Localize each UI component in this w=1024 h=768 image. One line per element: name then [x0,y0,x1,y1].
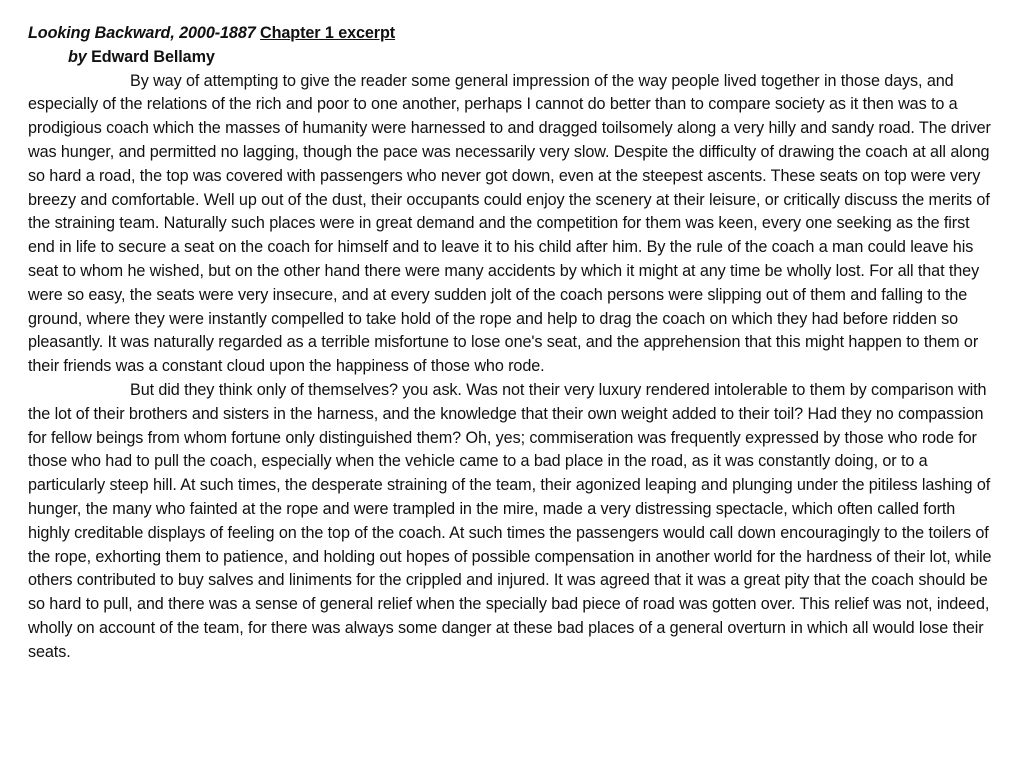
paragraph-1: By way of attempting to give the reader some general impression of the way people lived together in those days, and especially of the relations of the rich and poor to one another, perhaps I cannot do better than to compare society as it then was to a prodigious coach which the masses of humanity were harnessed to and dragged toilsomely along a very hilly and sandy road. The driver was hunger, and permitted no lagging, though the pace was necessarily very slow. Despite the difficulty of drawing the coach at all along so hard a road, the top was covered with passengers who never got down, even at the steepest ascents. These seats on top were very breezy and comfortable. Well up out of the dust, their occupants could enjoy the scenery at their leisure, or critically discuss the merits of the straining team. Naturally such places were in great demand and the competition for them was keen, every one seeking as the first end in life to secure a seat on the coach for himself and to leave it to his child after him. By the rule of the coach a man could leave his seat to whom he wished, but on the other hand there were many accidents by which it might at any time be wholly lost. For all that they were so easy, the seats were very insecure, and at every sudden jolt of the coach persons were slipping out of them and falling to the ground, where they were instantly compelled to take hold of the rope and help to drag the coach on which they had before ridden so pleasantly. It was naturally regarded as a terrible misfortune to lose one's seat, and the apprehension that this might happen to them or their friends was a constant cloud upon the happiness of those who rode. [28,71,991,376]
by-word: by [68,47,87,66]
document-heading [28,22,1000,46]
document-body [28,22,1000,665]
chapter-label: Chapter 1 excerpt [260,24,396,42]
author-name: Edward Bellamy [91,47,215,66]
byline [28,46,1000,70]
paragraph-2: But did they think only of themselves? you ask. Was not their very luxury rendered intolerable to them by comparison with the lot of their brothers and sisters in the harness, and the knowledge that their own weight added to their toil? Had they no compassion for fellow beings from whom fortune only distinguished them? Oh, yes; commiseration was frequently expressed by those who rode for those who had to pull the coach, especially when the vehicle came to a bad place in the road, as it was constantly doing, or to a particularly steep hill. At such times, the desperate straining of the team, their agonized leaping and plunging under the pitiless lashing of hunger, the many who fainted at the rope and were trampled in the mire, made a very distressing spectacle, which often called forth highly creditable displays of feeling on the top of the coach. At such times the passengers would call down encouragingly to the toilers of the rope, exhorting them to patience, and holding out hopes of possible compensation in another world for the hardness of their lot, while others contributed to buy salves and liniments for the crippled and injured. It was agreed that it was a great pity that the coach should be so hard to pull, and there was a sense of general relief when the specially bad piece of road was gotten over. This relief was not, indeed, wholly on account of the team, for there was always some danger at these bad places of a general overturn in which all would lose their seats. [28,380,992,661]
book-title: Looking Backward, 2000-1887 [28,24,256,42]
